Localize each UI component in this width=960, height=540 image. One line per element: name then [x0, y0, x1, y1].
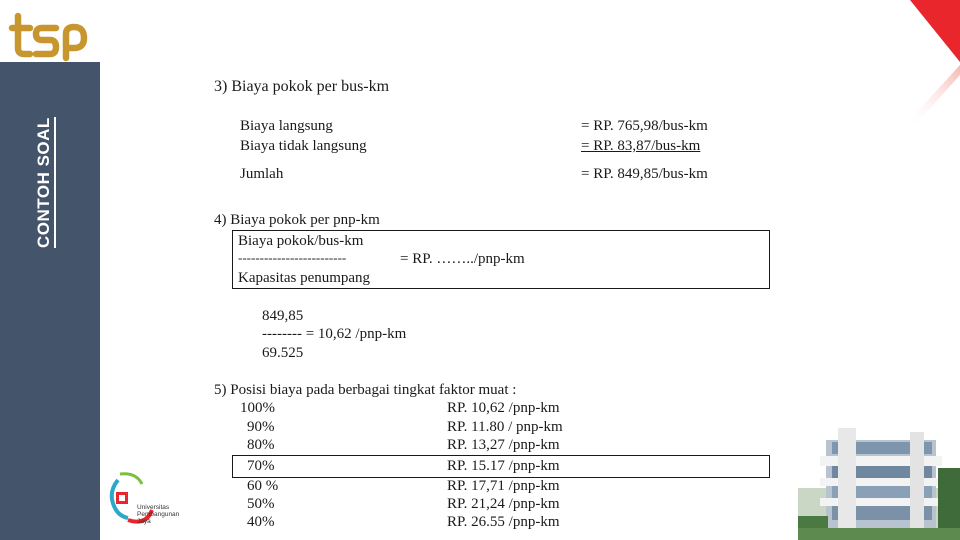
total-label: Jumlah [240, 166, 284, 182]
indirect-cost-label: Biaya tidak langsung [240, 138, 367, 154]
direct-cost-value: = RP. 765,98/bus-km [581, 118, 708, 134]
direct-cost-label: Biaya langsung [240, 118, 333, 134]
load-factor-cost: RP. 26.55 /pnp-km [447, 514, 560, 530]
formula-result: = RP. ……../pnp-km [400, 251, 525, 267]
load-factor-pct: 100% [240, 400, 275, 416]
load-factor-cost: RP. 11.80 / pnp-km [447, 419, 563, 435]
load-factor-pct: 80% [247, 437, 275, 453]
section-5-heading: 5) Posisi biaya pada berbagai tingkat faktor muat : [214, 382, 517, 398]
calc-numerator: 849,85 [262, 308, 304, 324]
load-factor-cost: RP. 21,24 /pnp-km [447, 496, 560, 512]
calc-denominator: 69.525 [262, 345, 304, 361]
load-factor-cost: RP. 13,27 /pnp-km [447, 437, 560, 453]
load-factor-pct: 40% [247, 514, 275, 530]
section-4-heading: 4) Biaya pokok per pnp-km [214, 212, 380, 228]
university-name: Universitas Pembangunan Jaya [137, 504, 180, 525]
total-value: = RP. 849,85/bus-km [581, 166, 708, 182]
load-factor-cost: RP. 15.17 /pnp-km [447, 458, 560, 474]
formula-denominator: Kapasitas penumpang [238, 270, 371, 286]
indirect-cost-value: = RP. 83,87/bus-km [581, 138, 701, 154]
calc-result: -------- = 10,62 /pnp-km [262, 326, 407, 342]
load-factor-cost: RP. 17,71 /pnp-km [447, 478, 560, 494]
load-factor-pct: 60 % [247, 478, 279, 494]
section-3-heading: 3) Biaya pokok per bus-km [214, 78, 390, 95]
load-factor-pct: 90% [247, 419, 275, 435]
formula-numerator: Biaya pokok/bus-km [238, 233, 364, 249]
load-factor-pct: 50% [247, 496, 275, 512]
load-factor-pct: 70% [247, 458, 275, 474]
slide-section-label: CONTOH SOAL [34, 117, 56, 248]
formula-divider: ------------------------- [238, 250, 347, 265]
load-factor-cost: RP. 10,62 /pnp-km [447, 400, 560, 416]
